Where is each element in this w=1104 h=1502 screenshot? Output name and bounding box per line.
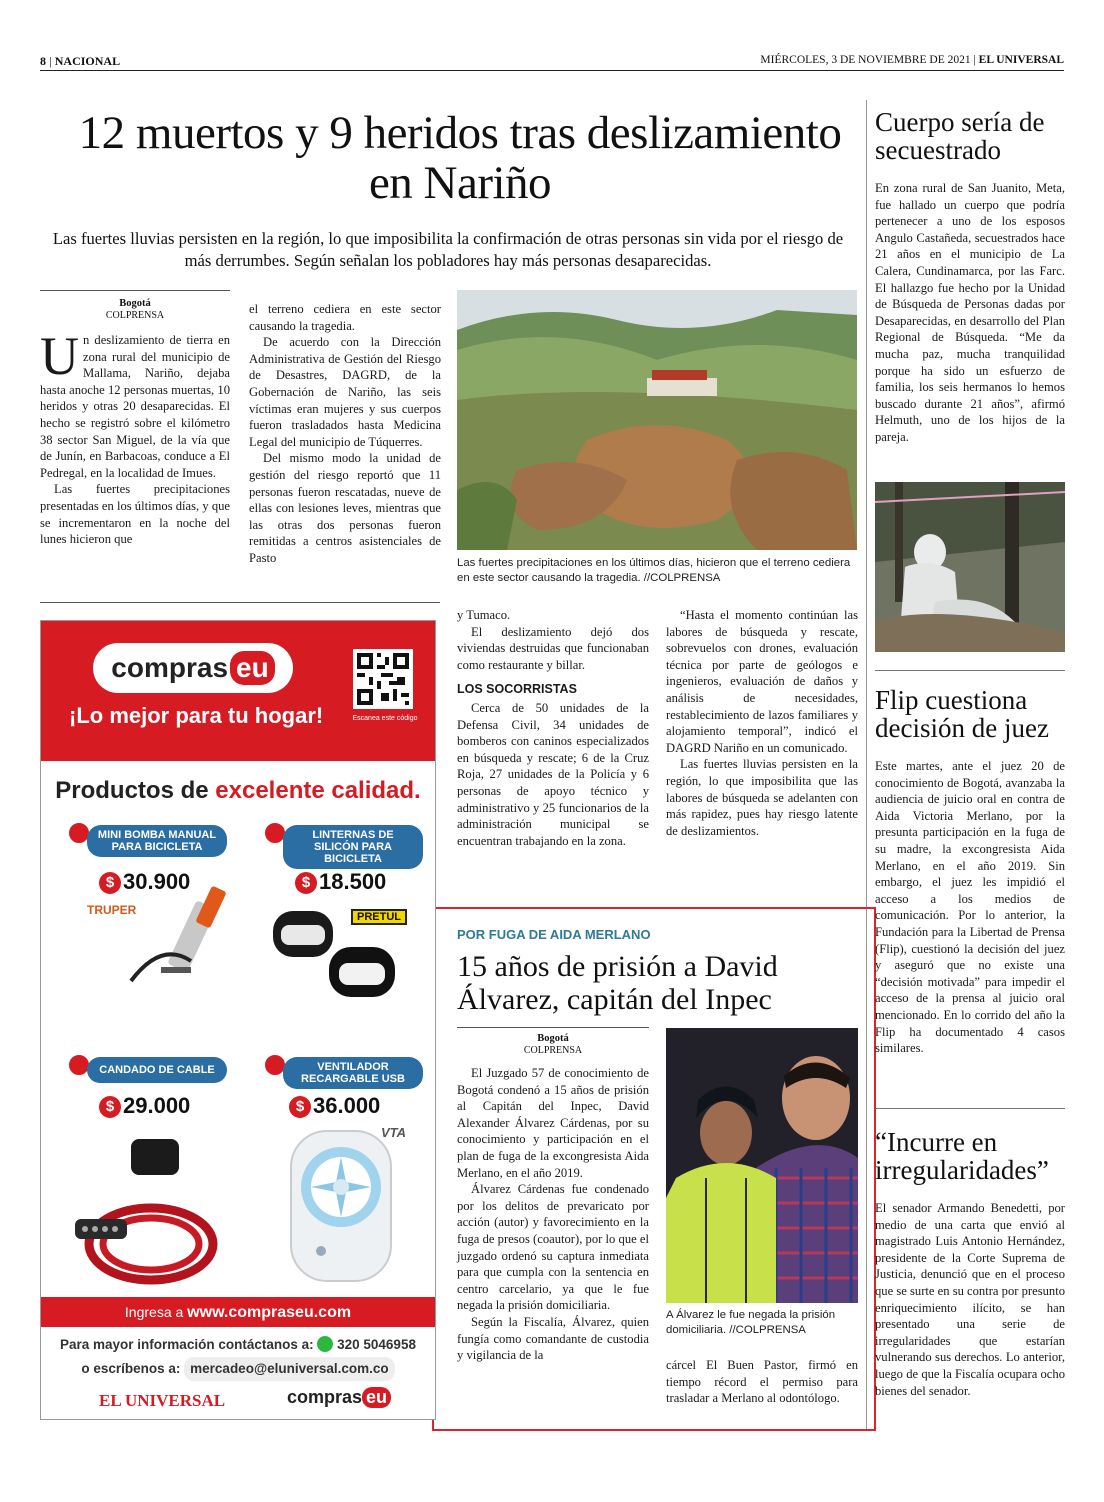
paragraph: Las fuertes precipitaciones presentadas en los últimos días, y que se incrementaron en la noche del lunes hicieron que (40, 482, 230, 547)
paragraph: De acuerdo con la Dirección Administrativa de Gestión del Riesgo de Desastres, DAGRD, de la Gobernación de Nariño, las seis víctimas eran mujeres y sus cuerpos fueron trasladados hasta Medicina Legal del municipio de Túquerres. (249, 335, 441, 449)
product-2-name: LINTERNAS DE SILICÓN PARA BICICLETA (283, 825, 423, 869)
paragraph: Según la Fiscalía, Álvarez, quien fungía como comandante de custodia y vigilancia de la (457, 1314, 649, 1363)
side2-text: Este martes, ante el juez 20 de conocimiento de Bogotá, avanzaba la audiencia de juicio oral en contra de Aida Victoria Merlano, por la presunta participación en la fuga de su madre, la excongresista Aida Merlano, en el año 2019. Sin embargo, el juez les impidió el acceso a los medios de comunicación. Por lo anterior, la Fundación para la Libertad de Prensa (Flip), cuestionó la decisión del juez y aseguró que no existe una “decisión motivada” para impedir el acceso de la prensa al juicio oral mencionado. En lo corrido del año la Flip ha documentado 4 casos similares. (875, 759, 1065, 1056)
price-value: 30.900 (123, 869, 191, 894)
byline-city: Bogotá (537, 1033, 569, 1044)
paragraph: cárcel El Buen Pastor, firmó en tiempo récord el permiso para trasladar a Merlano al odontólogo. (666, 1358, 858, 1406)
ad-headline-b: excelente calidad. (215, 777, 421, 804)
product-2-brand: PRETUL (351, 909, 407, 925)
box-headline: 15 años de prisión a David Álvarez, capitán del Inpec (457, 950, 778, 1016)
product-4-brand: VTA (381, 1125, 407, 1140)
contact-label: Para mayor información contáctanos a: (60, 1337, 314, 1352)
dropcap: U (40, 326, 79, 386)
side1-title: Cuerpo sería de secuestrado (875, 107, 1045, 165)
paragraph: n deslizamiento de tierra en zona rural del municipio de Mallama, Nariño, dejaba hasta anoche 12 personas muertas, 10 heridos y otras 20 desaparecidas. El hecho se registró sobre el kilómetro 38 sector San Miguel, de la vía que de Junín, en Barbacoas, conduce a El Pedregal, en la localidad de Imues. (40, 333, 230, 480)
page-number: 8 (40, 54, 46, 68)
byline-city: Bogotá (119, 298, 151, 309)
paragraph: y Tumaco. (457, 608, 511, 622)
product-4-name: VENTILADOR RECARGABLE USB (283, 1057, 423, 1089)
bike-pump-image (121, 881, 251, 991)
usb-fan-image (281, 1127, 401, 1287)
section-label: NACIONAL (54, 54, 121, 68)
box-col-1 (457, 1065, 649, 1364)
main-col-3 (457, 607, 649, 849)
price-value: 18.500 (319, 869, 387, 894)
ad-headline-a: Productos de (55, 777, 216, 804)
section-rule (40, 602, 440, 603)
side3-text: El senador Armando Benedetti, por medio de una carta que envió al magistrado Luis Antonio Hernández, presidente de la Corte Suprema de Justicia, denunció que en el proceso que se surte en su contra por presunto enriquecimiento ilícito, se han presentado una serie de irregularidades que estarían vulnerando sus derechos. Lo anterior, luego de que la Fiscalía ocupara ocho bienes del senador. (875, 1201, 1065, 1398)
product-4-price (289, 1093, 380, 1119)
paragraph: El deslizamiento dejó dos viviendas destruidas que funcionaban como restaurante y billar. (457, 624, 649, 672)
main-deck: Las fuertes lluvias persisten en la región, lo que imposibilita la confirmación de otras personas sin vida por el riesgo de más derrumbes. Según señalan los pobladores hay más personas desaparecidas. (52, 229, 844, 270)
captain-photo (666, 1028, 858, 1303)
subhead: LOS SOCORRISTAS (457, 682, 577, 697)
dollar-icon: $ (295, 872, 317, 894)
main-col-2 (249, 301, 441, 567)
main-col-1 (40, 326, 230, 548)
side-rule-1 (875, 670, 1065, 671)
main-col-4 (666, 607, 858, 839)
page-header: 8 | NACIONAL MIÉRCOLES, 3 DE NOVIEMBRE DE 2021 | EL UNIVERSAL (40, 54, 1064, 68)
paragraph: el terreno cediera en este sector causando la tragedia. (249, 302, 441, 333)
contact-email[interactable]: mercadeo@eluniversal.com.co (184, 1357, 395, 1381)
product-1-name: MINI BOMBA MANUAL PARA BICICLETA (87, 825, 227, 857)
landslide-photo (457, 290, 857, 550)
main-byline (40, 298, 230, 322)
paragraph: Cerca de 50 unidades de la Defensa Civil, 34 unidades de bomberos con caninos especializados en búsqueda y rescate; 6 de la Cruz Roja, 27 unidades de la Policía y 6 personas de apoyo técnico y administrativo y 25 funcionarios de la administración municipal se encuentran trabajando en la zona. (457, 700, 649, 848)
paragraph: Álvarez Cárdenas fue condenado por los delitos de prevaricato por acción (autor) y favorecimiento en la fuga de presos (coautor), por lo que el juzgado ordenó su captura inmediata para que cumpla con la sentencia en centro carcelario, ya que le fue negada la prisión domiciliaria. (457, 1182, 649, 1313)
ad-logo (93, 643, 293, 693)
product-3-name: CANDADO DE CABLE (87, 1057, 227, 1083)
contact-phone[interactable]: 320 5046958 (337, 1337, 416, 1352)
byline-rule (40, 290, 230, 291)
product-2-price (295, 869, 386, 895)
ad-footer-paper: EL UNIVERSAL (99, 1391, 226, 1410)
ad-cta-band[interactable] (41, 1297, 435, 1327)
dollar-icon: $ (289, 1096, 311, 1118)
box-kicker: POR FUGA DE AIDA MERLANO (457, 927, 651, 942)
issue-date: MIÉRCOLES, 3 DE NOVIEMBRE DE 2021 (760, 54, 971, 66)
ad-headline (41, 777, 435, 805)
cta-url[interactable]: www.compraseu.com (187, 1304, 352, 1321)
ad-tagline: ¡Lo mejor para tu hogar! (69, 703, 324, 728)
advertisement[interactable] (40, 620, 436, 1420)
box-byline-rule (457, 1027, 649, 1028)
paragraph: El Juzgado 57 de conocimiento de Bogotá condenó a 15 años de prisión al Capitán del Inpec, David Alexander Álvarez Cárdenas, por su conocimiento y participación en el plan de fuga de la excongresista Aida Merlano, en el año 2019. (457, 1066, 649, 1180)
side1-text: En zona rural de San Juanito, Meta, fue hallado un cuerpo que podría pertenecer a uno de los esposos Angulo Castañeda, secuestrados hace 21 años en el municipio de La Calera, Cundinamarca, por las Farc. El hallazgo fue hecho por la Unidad de Búsqueda de Personas dadas por Desaparecidas, en desarrollo del Plan Regional de Búsqueda. “Me da mucha paz, mucha tranquilidad porque ha sido un esfuerzo de familia, los seis hermanos lo hemos buscado durante 21 años”, afirmó Helmuth, uno de los hijos de la pareja. (875, 181, 1065, 444)
landslide-caption: Las fuertes precipitaciones en los últimos días, hicieron que el terreno cediera en este sector causando la tragedia. //COLPRENSA (457, 557, 851, 584)
dollar-icon: $ (99, 872, 121, 894)
byline-agency: COLPRENSA (105, 310, 165, 321)
captain-caption: A Álvarez le fue negada la prisión domiciliaria. //COLPRENSA (666, 1309, 836, 1336)
cable-lock-image (71, 1129, 241, 1299)
ad-logo-accent: eu (230, 651, 275, 685)
forensic-photo (875, 482, 1065, 652)
footer-brand-text: compras (287, 1387, 363, 1407)
qr-code[interactable] (353, 649, 413, 709)
ad-contact (41, 1333, 435, 1381)
ad-logo-text: compras (111, 652, 229, 683)
paragraph: “Hasta el momento continúan las labores de búsqueda y rescate, sobrevuelos con drones, evaluación técnica por parte de geólogos e ingenieros, evaluación de daños y análisis de necesidades, restablecimiento de lazos familiares y alojamiento temporal”, indicó el DAGRD Nariño en un comunicado. (666, 608, 858, 755)
box-col-2 (666, 1357, 858, 1407)
side3-title: “Incurre en irregularidades” (875, 1127, 1049, 1185)
whatsapp-icon (317, 1336, 333, 1352)
paragraph: Las fuertes lluvias persisten en la región, lo que imposibilita que las labores de búsqueda se adelanten con más rapidez, pues hay riesgo latente de deslizamientos. (666, 757, 858, 838)
email-label: o escríbenos a: (81, 1361, 181, 1376)
price-value: 29.000 (123, 1093, 191, 1118)
ad-footer-brand (287, 1387, 391, 1408)
product-3-price (99, 1093, 190, 1119)
header-rule (40, 70, 1064, 71)
product-1-brand: TRUPER (87, 903, 137, 917)
paper-name: EL UNIVERSAL (978, 54, 1064, 66)
side-rule-2 (875, 1108, 1065, 1109)
side2-title: Flip cuestiona decisión de juez (875, 685, 1049, 743)
bike-lights-image (263, 901, 413, 1011)
box-byline (457, 1033, 649, 1057)
qr-label: Escanea este código (352, 715, 418, 722)
footer-brand-accent: eu (362, 1387, 391, 1408)
cta-text: Ingresa a (124, 1304, 188, 1320)
paragraph: Del mismo modo la unidad de gestión del riesgo reportó que 11 personas fueron rescatadas, nueve de ellas con lesiones leves, mientras que las otras dos personas fueron remitidas a centros asistenciales de Pasto (249, 451, 441, 565)
byline-agency: COLPRENSA (523, 1045, 583, 1056)
main-headline: 12 muertos y 9 heridos tras deslizamiento en Nariño (78, 107, 842, 209)
price-value: 36.000 (313, 1093, 381, 1118)
dollar-icon: $ (99, 1096, 121, 1118)
